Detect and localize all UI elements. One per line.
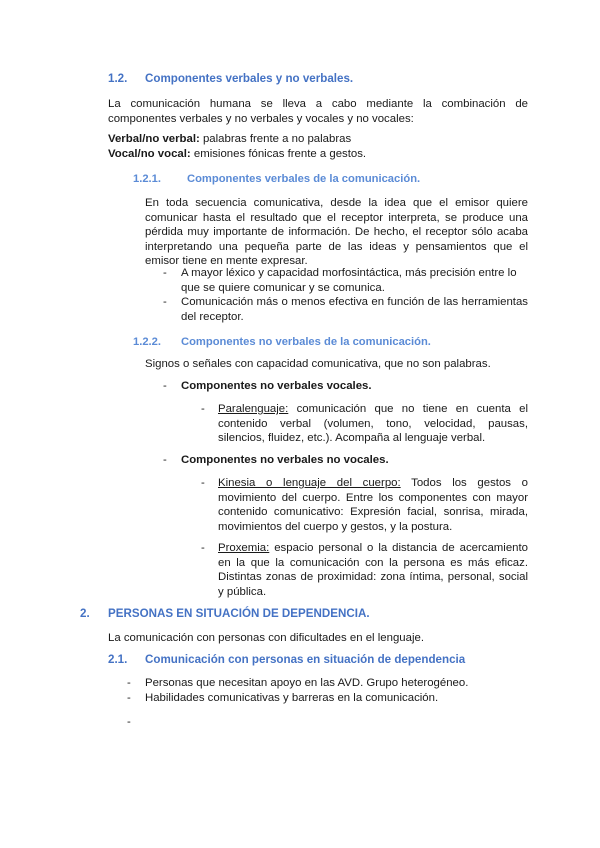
section-title: Comunicación con personas en situación de dependencia [145,653,466,666]
item-term: Paralenguaje: [218,403,289,415]
list-bullet: - [127,716,131,728]
section-intro: La comunicación humana se lleva a cabo mediante la combinación de componentes verbales y no verbales y vocales y no vocales: [108,98,528,125]
list-item [218,476,528,534]
item-text: Todos los gestos o movimiento del cuerpo. Entre los componentes con mayor contenido comunicativo: Expresión facial, sonrisa, mirada, movimientos del cuerpo y gestos, y la postura. [218,477,528,533]
subsection-paragraph: En toda secuencia comunicativa, desde la idea que el emisor quiere comunicar hasta el resultado que el receptor interpreta, se produce una pérdida muy importante de información. De hecho, el receptor sólo acaba interpretando una pequeña parte de las ideas y pensamientos que el emisor tiene en mente expresar. [145,197,528,268]
section-number: 1.2. [108,72,128,85]
definition-vocal [108,147,366,162]
item-text: espacio personal o la distancia de acercamiento en la que la comunicación con la persona es más eficaz. Distintas zonas de proximidad: zona íntima, personal, social y pública. [218,542,528,598]
section-number: 2.1. [108,653,128,666]
chapter-title: PERSONAS EN SITUACIÓN DE DEPENDENCIA. [108,607,370,620]
list-bullet: - [127,692,131,704]
list-bullet: - [201,542,205,554]
list-bullet: - [163,267,167,279]
definition-text: emisiones fónicas frente a gestos. [190,148,367,160]
chapter-intro: La comunicación con personas con dificultades en el lenguaje. [108,632,424,644]
definition-term: Verbal/no verbal: [108,133,200,145]
subsection-intro: Signos o señales con capacidad comunicativa, que no son palabras. [145,358,491,370]
item-term: Kinesia o lenguaje del cuerpo: [218,477,401,489]
list-item: Personas que necesitan apoyo en las AVD. Grupo heterogéneo. [145,677,469,689]
section-title: Componentes verbales y no verbales. [145,72,354,85]
definition-verbal [108,132,351,147]
list-bullet: - [201,477,205,489]
list-item [218,402,528,446]
group-title-vocal: Componentes no verbales vocales. [181,380,372,392]
list-item: Comunicación más o menos efectiva en función de las herramientas del receptor. [181,296,528,323]
list-bullet: - [163,380,167,392]
list-bullet: - [163,454,167,466]
item-term: Proxemia: [218,542,270,554]
subsection-number: 1.2.1. [133,173,161,185]
definition-text: palabras frente a no palabras [199,133,352,145]
chapter-number: 2. [80,607,90,620]
subsection-title: Componentes no verbales de la comunicación. [181,336,431,348]
list-item: Habilidades comunicativas y barreras en la comunicación. [145,692,439,704]
group-title-nonvocal: Componentes no verbales no vocales. [181,454,389,466]
subsection-title: Componentes verbales de la comunicación. [187,173,421,185]
item-text: comunicación que no tiene en cuenta el contenido verbal (volumen, tono, velocidad, pausas, silencios, fluidez, etc.). Acompaña al lenguaje verbal. [218,403,528,445]
subsection-number: 1.2.2. [133,336,161,348]
list-item [218,541,528,599]
definition-term: Vocal/no vocal: [108,148,191,160]
list-bullet: - [127,677,131,689]
list-bullet: - [201,403,205,415]
list-item: A mayor léxico y capacidad morfosintáctica, más precisión entre lo que se quiere comunicar y se comunica. [181,267,517,294]
list-bullet: - [163,296,167,308]
